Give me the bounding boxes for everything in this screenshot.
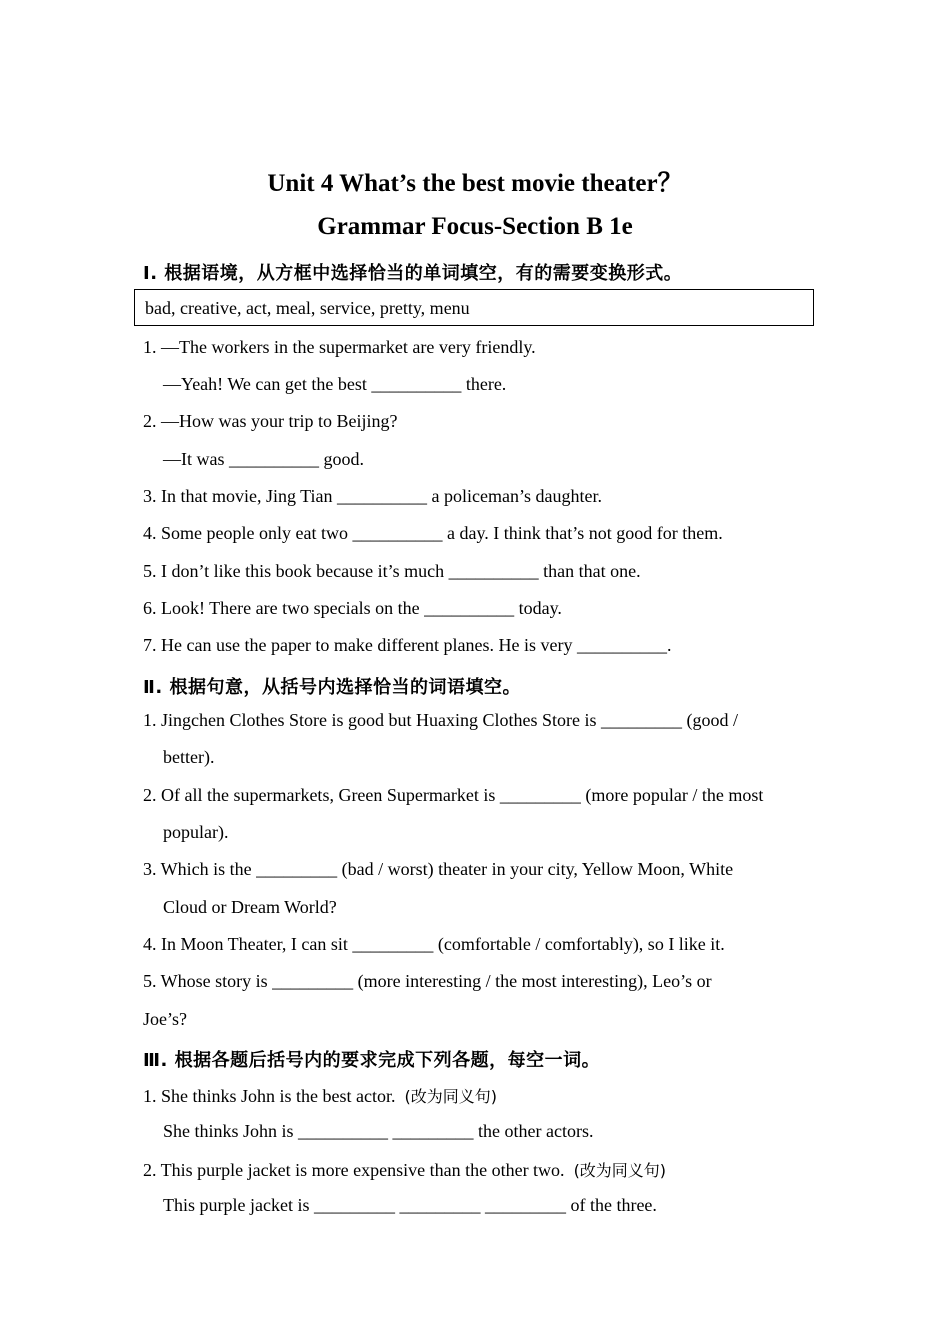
list-item: 5. I don’t like this book because it’s much __________ than that one. (143, 561, 641, 581)
question-text: 1. She thinks John is the best actor. (143, 1086, 396, 1106)
list-item: popular). (163, 822, 229, 842)
list-item: better). (163, 747, 215, 767)
list-item (143, 1084, 497, 1107)
word-box: bad, creative, act, meal, service, pretty, menu (134, 289, 814, 326)
subtitle: Grammar Focus-Section B 1e (317, 213, 633, 240)
list-item: 6. Look! There are two specials on the __________ today. (143, 598, 562, 618)
list-item: —It was __________ good. (163, 449, 364, 469)
section-2-heading: Ⅱ. 根据句意，从括号内选择恰当的词语填空。 (143, 677, 521, 698)
list-item: 1. —The workers in the supermarket are very friendly. (143, 337, 536, 357)
list-item: 4. In Moon Theater, I can sit _________ (comfortable / comfortably), so I like it. (143, 934, 725, 954)
list-item: Joe’s? (143, 1009, 187, 1029)
list-item: 7. He can use the paper to make different planes. He is very __________. (143, 635, 672, 655)
instruction-text: (改为同义句) (573, 1161, 667, 1180)
list-item: 1. Jingchen Clothes Store is good but Huaxing Clothes Store is _________ (good / (143, 710, 738, 730)
list-item: 3. In that movie, Jing Tian __________ a policeman’s daughter. (143, 486, 602, 506)
section-1-heading: Ⅰ. 根据语境，从方框中选择恰当的单词填空，有的需要变换形式。 (143, 263, 683, 284)
section-3-heading: Ⅲ. 根据各题后括号内的要求完成下列各题，每空一词。 (143, 1050, 601, 1071)
list-item: Cloud or Dream World? (163, 897, 337, 917)
instruction-text: (改为同义句) (404, 1087, 497, 1106)
list-item: —Yeah! We can get the best __________ there. (163, 374, 507, 394)
list-item: She thinks John is __________ _________ the other actors. (163, 1121, 594, 1141)
list-item: 4. Some people only eat two __________ a day. I think that’s not good for them. (143, 523, 723, 543)
list-item: 5. Whose story is _________ (more interesting / the most interesting), Leo’s or (143, 971, 712, 991)
list-item: 2. —How was your trip to Beijing? (143, 411, 398, 431)
list-item: 2. Of all the supermarkets, Green Supermarket is _________ (more popular / the most (143, 785, 764, 805)
question-text: 2. This purple jacket is more expensive than the other two. (143, 1160, 565, 1180)
list-item: This purple jacket is _________ _________ _________ of the three. (163, 1195, 657, 1215)
list-item (143, 1158, 666, 1181)
list-item: 3. Which is the _________ (bad / worst) theater in your city, Yellow Moon, White (143, 859, 734, 879)
title: Unit 4 What’s the best movie theater？ (267, 170, 683, 197)
